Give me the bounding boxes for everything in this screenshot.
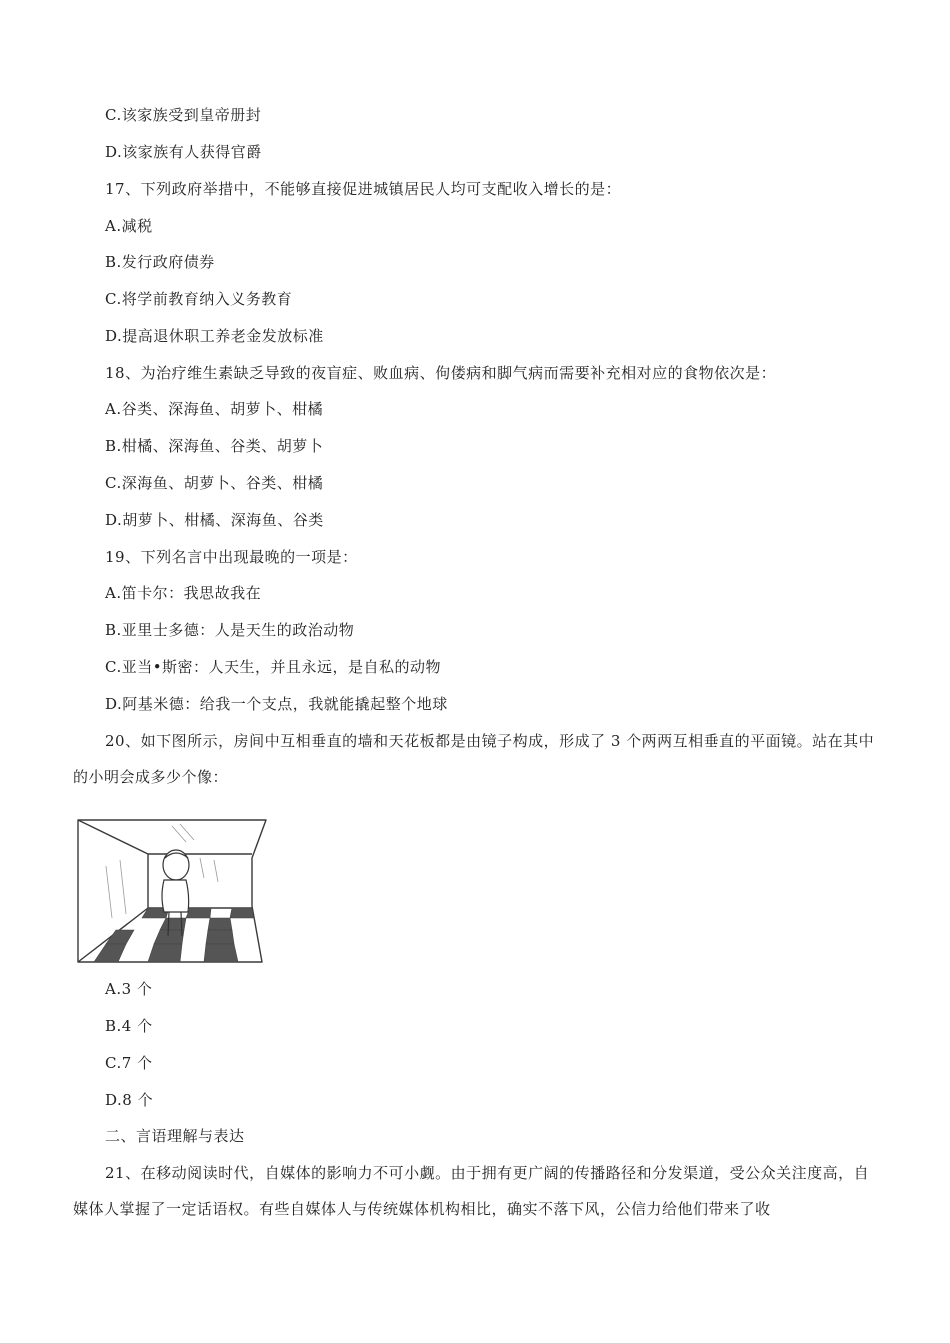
q17-option-d: D.提高退休职工养老金发放标准 <box>105 327 324 345</box>
q18-option-b: B.柑橘、深海鱼、谷类、胡萝卜 <box>105 437 324 455</box>
q20-option-a: A.3 个 <box>105 980 153 998</box>
q21-stem: 21、在移动阅读时代，自媒体的影响力不可小觑。由于拥有更广阔的传播路径和分发渠道，受公众关注度高，自媒体人掌握了一定话语权。有些自媒体人与传统媒体机构相比，确实不落下风，公信力给他们带来了收 <box>73 1164 870 1218</box>
q18-option-c: C.深海鱼、胡萝卜、谷类、柑橘 <box>105 474 324 492</box>
q20-stem: 20、如下图所示，房间中互相垂直的墙和天花板都是由镜子构成，形成了 3 个两两互相垂直的平面镜。站在其中的小明会成多少个像： <box>73 732 875 786</box>
q20-option-c: C.7 个 <box>105 1054 153 1072</box>
q17-stem: 17、下列政府举措中，不能够直接促进城镇居民人均可支配收入增长的是： <box>105 180 622 198</box>
q19-option-d: D.阿基米德：给我一个支点，我就能撬起整个地球 <box>105 695 448 713</box>
q16-option-d: D.该家族有人获得官爵 <box>105 143 262 161</box>
q17-option-a: A.减税 <box>105 217 153 235</box>
q19-option-c: C.亚当•斯密：人天生，并且永远，是自私的动物 <box>105 658 442 676</box>
q16-option-c: C.该家族受到皇帝册封 <box>105 106 262 124</box>
q17-option-b: B.发行政府债券 <box>105 253 215 271</box>
q18-option-a: A.谷类、深海鱼、胡萝卜、柑橘 <box>105 400 324 418</box>
q20-option-d: D.8 个 <box>105 1091 154 1109</box>
mirror-room-figure <box>76 818 268 965</box>
q19-option-b: B.亚里士多德：人是天生的政治动物 <box>105 621 355 639</box>
q19-stem: 19、下列名言中出现最晚的一项是： <box>105 548 358 566</box>
q20-option-b: B.4 个 <box>105 1017 153 1035</box>
q19-option-a: A.笛卡尔：我思故我在 <box>105 584 262 602</box>
checkered-floor <box>94 908 254 962</box>
section-title: 二、言语理解与表达 <box>105 1127 245 1145</box>
q18-option-d: D.胡萝卜、柑橘、深海鱼、谷类 <box>105 511 324 529</box>
q17-option-c: C.将学前教育纳入义务教育 <box>105 290 293 308</box>
q18-stem: 18、为治疗维生素缺乏导致的夜盲症、败血病、佝偻病和脚气病而需要补充相对应的食物依次是： <box>105 364 777 382</box>
